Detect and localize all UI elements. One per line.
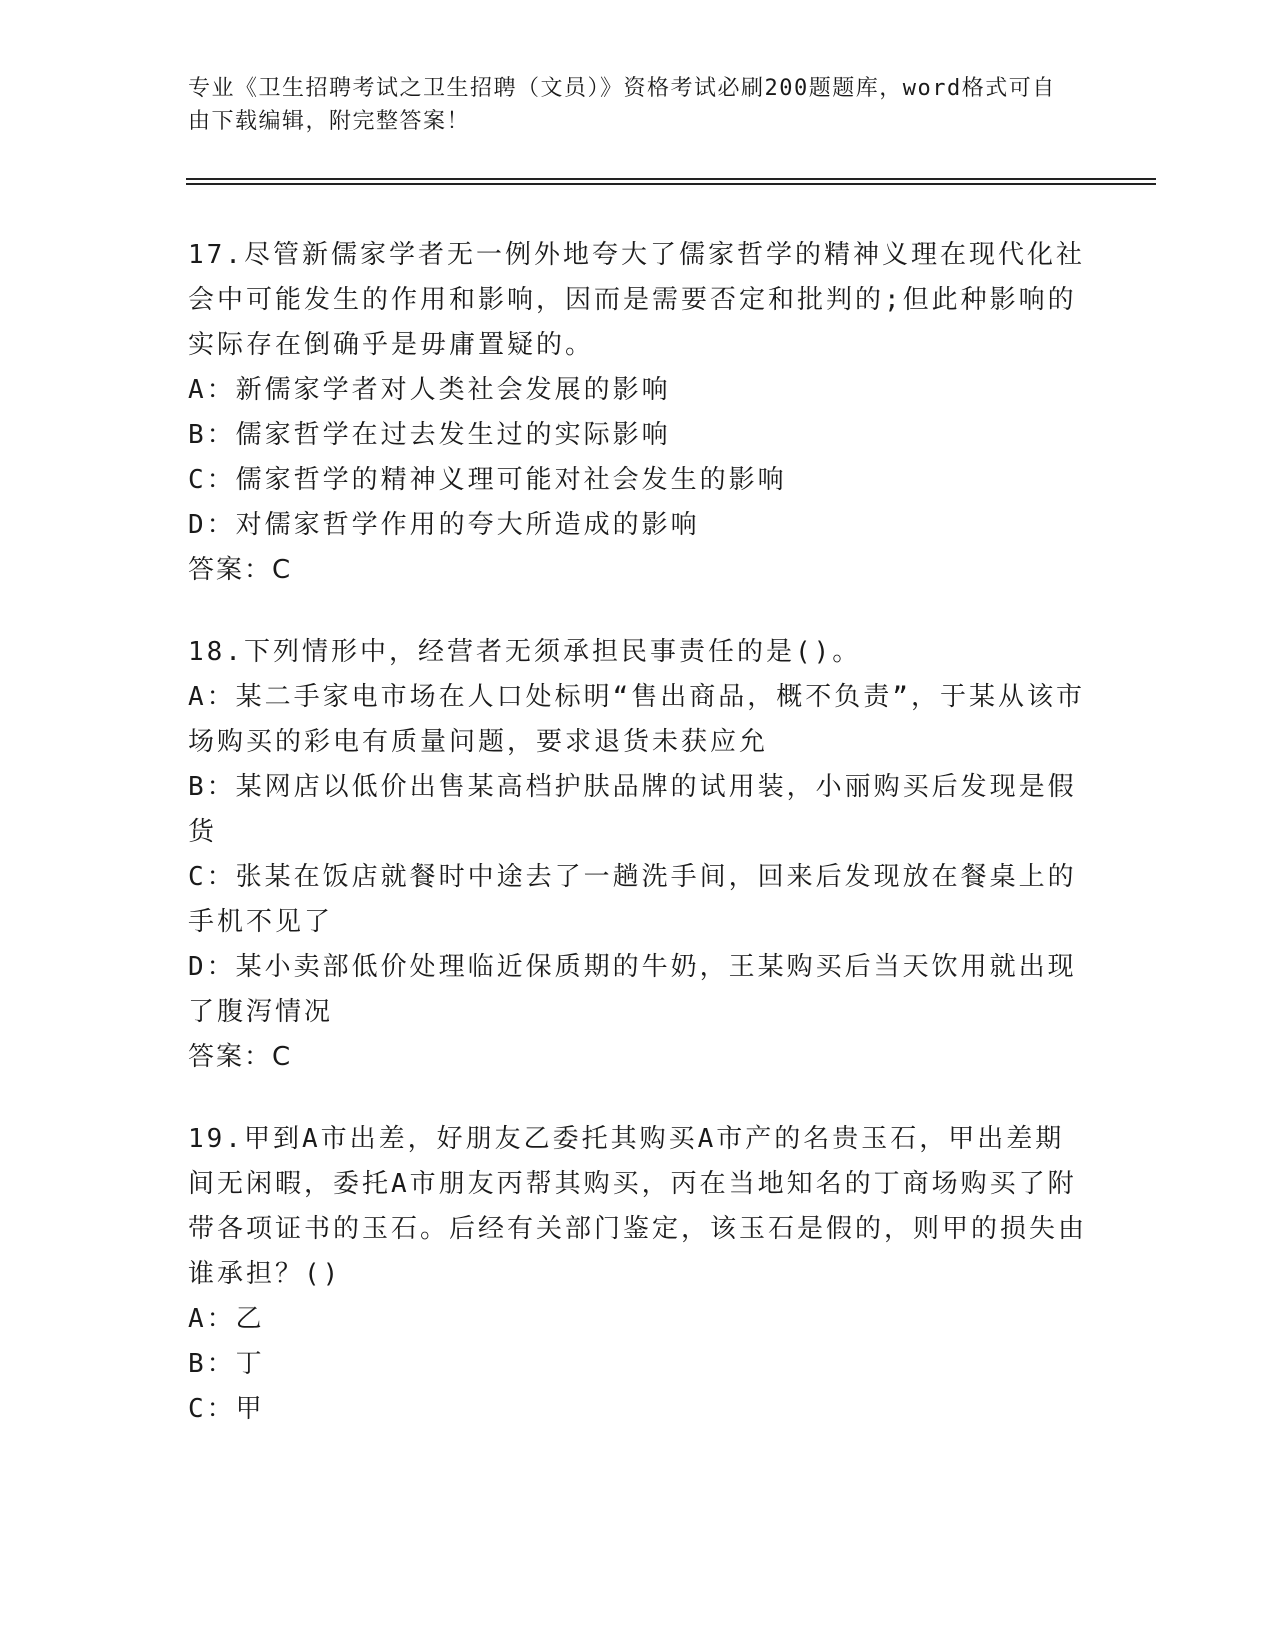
question-17: [188, 233, 1088, 593]
option-a: A：某二手家电市场在人口处标明“售出商品，概不负责”，于某从该市场购买的彩电有质量问题，要求退货未获应允: [188, 682, 1085, 757]
option-d: D：某小卖部低价处理临近保质期的牛奶，王某购买后当天饮用就出现了腹泻情况: [188, 952, 1077, 1027]
option-a: A：新儒家学者对人类社会发展的影响: [188, 375, 671, 405]
question-18: [188, 630, 1088, 1080]
option-b: B：丁: [188, 1349, 265, 1379]
option-b: B：儒家哲学在过去发生过的实际影响: [188, 420, 671, 450]
option-a: A：乙: [188, 1304, 265, 1334]
option-b: B：某网店以低价出售某高档护肤品牌的试用装，小丽购买后发现是假货: [188, 772, 1077, 847]
question-list: [188, 233, 1088, 1469]
document-intro: 专业《卫生招聘考试之卫生招聘（文员）》资格考试必刷200题题库，word格式可自由下载编辑，附完整答案！: [188, 76, 1056, 134]
option-c: C：张某在饭店就餐时中途去了一趟洗手间，回来后发现放在餐桌上的手机不见了: [188, 862, 1077, 937]
question-19: [188, 1117, 1088, 1432]
option-c: C：儒家哲学的精神义理可能对社会发生的影响: [188, 465, 787, 495]
question-stem: 19.甲到A市出差，好朋友乙委托其购买A市产的名贵玉石，甲出差期间无闲暇，委托A市朋友丙帮其购买，丙在当地知名的丁商场购买了附带各项证书的玉石。后经有关部门鉴定，该玉石是假的，则甲的损失由谁承担？(): [188, 1124, 1088, 1289]
answer-line: 答案：C: [188, 1042, 293, 1072]
header-divider-top: [186, 178, 1156, 180]
option-d: D：对儒家哲学作用的夸大所造成的影响: [188, 510, 700, 540]
option-c: C：甲: [188, 1394, 265, 1424]
header-divider-bottom: [186, 183, 1156, 185]
question-stem: 17.尽管新儒家学者无一例外地夸大了儒家哲学的精神义理在现代化社会中可能发生的作用和影响，因而是需要否定和批判的;但此种影响的实际存在倒确乎是毋庸置疑的。: [188, 240, 1085, 360]
question-stem: 18.下列情形中，经营者无须承担民事责任的是()。: [188, 637, 862, 667]
answer-line: 答案：C: [188, 555, 293, 585]
